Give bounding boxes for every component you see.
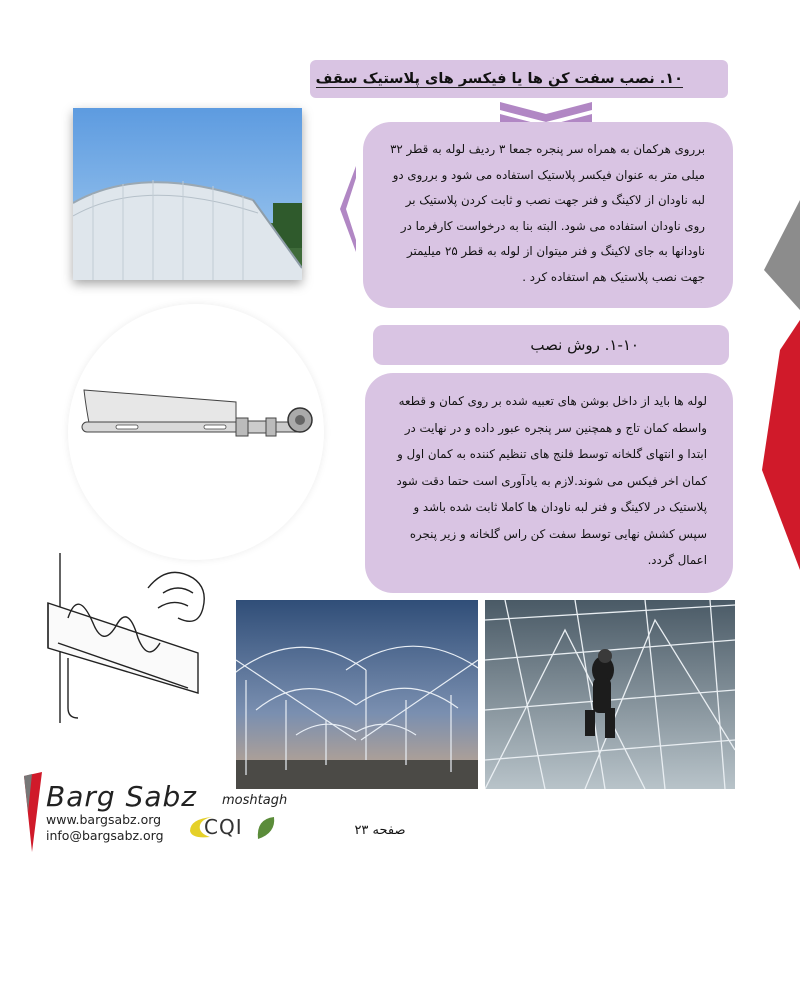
section1-paragraph: برروی هرکمان به همراه سر پنجره جمعا ۳ ردیف لوله به قطر ۳۲ میلی متر به عنوان فیکسر پلاستیک استفاده می شود و برروی دو لبه ناودان از لاکینگ و فنر جهت نصب و ثابت کردن پلاستیک بر روی ناودان استفاده می شود. البته بنا به درخواست کارفرما در ناودانها به جای لاکینگ و فنر میتوان از لوله به قطر ۲۵ میلیمتر جهت نصب پلاستیک هم استفاده کرد .: [390, 142, 705, 284]
greenhouse-roof-photo: [73, 108, 302, 280]
leaf-right-icon: [254, 815, 278, 841]
side-decoration: [760, 200, 800, 580]
section1-title-bar: [310, 60, 728, 98]
gray-triangle: [764, 200, 800, 310]
section1-text-box: [363, 122, 733, 308]
cqi-text: CQI: [204, 815, 243, 839]
brand-suffix: moshtagh: [222, 793, 288, 808]
greenhouse-frame-photo: [236, 600, 478, 789]
section2-title-bar: [373, 325, 729, 365]
bracket-decoration: [338, 166, 358, 252]
section2-paragraph: لوله ها باید از داخل بوشن های تعبیه شده بر روی کمان و قطعه واسطه کمان تاج و همچنین سر پنجره عبور داده و در نهایت در ابتدا و انتهای گلخانه توسط فلنج های تنظیم کننده به کمان اول و کمان اخر فیکس می شوند.لازم به یادآوری است حتما دقت شود پلاستیک در لاکینگ و فنر لبه ناودان ها کاملا ثابت شده باشد و سپس کشش نهایی توسط سفت کن راس گلخانه و زیر پنجره اعمال گردد.: [396, 394, 707, 567]
section1-title: ۱۰. نصب سفت کن ها یا فیکسر های پلاستیک سقف: [315, 71, 683, 87]
page-number: صفحه ۲۳: [354, 823, 406, 838]
brand-red-mark: [22, 772, 44, 852]
pipe-fixer-illustration: [76, 388, 320, 448]
section2-title: ۱-۱۰. روش نصب: [530, 336, 639, 354]
locking-spring-sketch: [38, 548, 218, 728]
cqi-logo: [186, 813, 281, 841]
installer-roof-photo: [485, 600, 735, 789]
red-triangle: [762, 320, 800, 570]
brand-name: Barg Sabz: [46, 780, 197, 813]
website-text: www.bargsabz.org: [46, 812, 162, 827]
email-text: info@bargsabz.org: [46, 828, 164, 843]
section2-text-box: [365, 373, 733, 593]
